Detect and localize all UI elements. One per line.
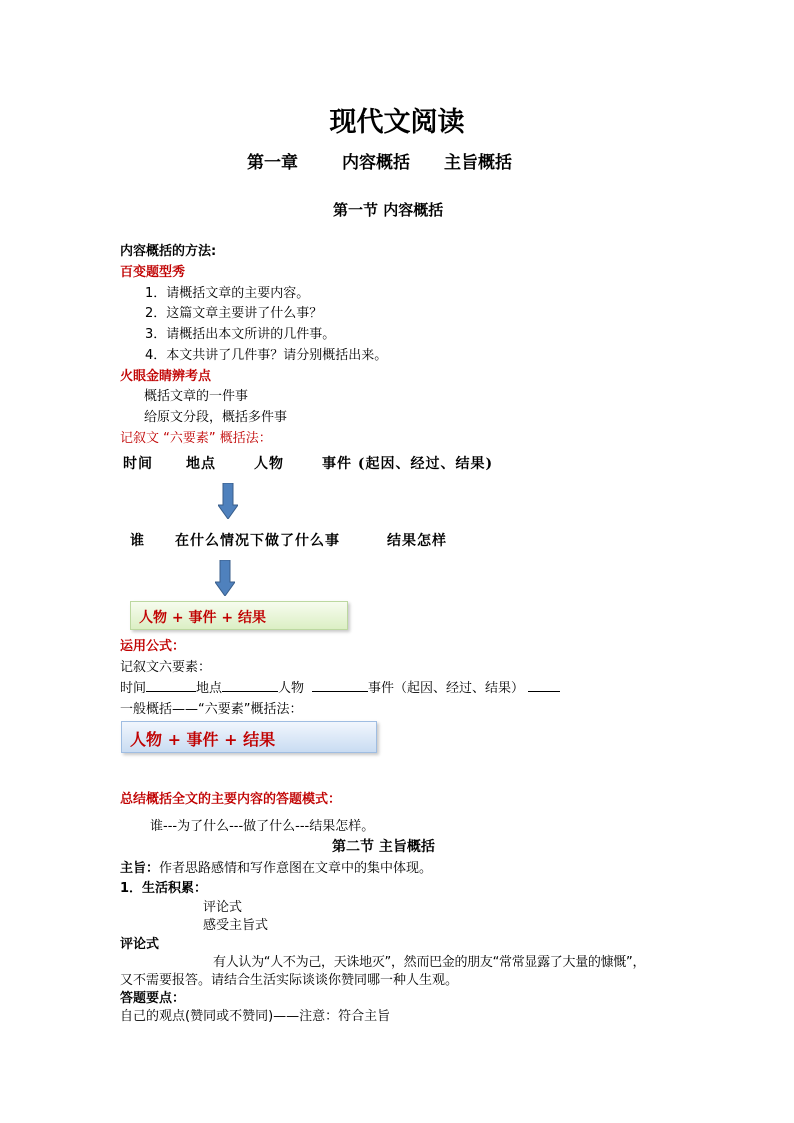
narrative-six-label: 记叙文六要素：: [120, 660, 212, 675]
formula-box-blue: [121, 721, 377, 753]
variant-item: 2．这篇文章主要讲了什么事？: [145, 306, 323, 321]
fill-time: 时间: [120, 681, 147, 696]
element-time: 时间: [123, 456, 153, 472]
answer-points-heading: 答题要点：: [120, 991, 186, 1006]
variant-item: 1．请概括文章的主要内容。: [145, 286, 310, 301]
chapter-topic-content: 内容概括: [342, 153, 410, 173]
down-arrow-icon: [215, 560, 235, 596]
apply-heading: 运用公式：: [120, 639, 186, 654]
variant-item: 4．本文共讲了几件事？请分别概括出来。: [145, 348, 388, 363]
methods-heading: 内容概括的方法:: [120, 244, 217, 259]
chapter-topic-theme: 主旨概括: [444, 153, 512, 173]
down-arrow-icon: [218, 483, 238, 519]
variants-heading: 百变题型秀: [120, 265, 186, 280]
element-what: 在什么情况下做了什么事: [175, 533, 340, 549]
exam-point-item: 概括文章的一件事: [144, 389, 249, 404]
element-result: 结果怎样: [387, 533, 447, 549]
element-event: 事件 (起因、经过、结果): [322, 456, 494, 472]
formula-box-green: [130, 601, 348, 630]
summary-mode-heading: 总结概括全文的主要内容的答题模式：: [120, 792, 342, 807]
comment-heading: 评论式: [120, 937, 160, 952]
variant-item: 3．请概括出本文所讲的几件事。: [145, 327, 336, 342]
fill-line: [120, 677, 560, 696]
formula-text: 人物 + 事件 + 结果: [130, 730, 276, 749]
exam-points-heading: 火眼金睛辨考点: [120, 369, 212, 384]
summary-mode-text: 谁---为了什么---做了什么---结果怎样。: [150, 819, 375, 834]
exam-point-item: 给原文分段，概括多件事: [144, 410, 288, 425]
element-who: 谁: [130, 533, 145, 549]
element-place: 地点: [186, 456, 216, 472]
comment-text-line-2: 又不需要报答。请结合生活实际谈谈你赞同哪一种人生观。: [120, 973, 459, 988]
life-item: 感受主旨式: [203, 918, 269, 933]
fill-event: 事件（起因、经过、结果）: [368, 681, 525, 696]
theme-definition: [120, 857, 432, 876]
life-heading: 1．生活积累：: [120, 881, 208, 896]
page-title: 现代文阅读: [329, 107, 465, 138]
life-item: 评论式: [203, 900, 243, 915]
answer-points-text: 自己的观点(赞同或不赞同)——注意：符合主旨: [120, 1009, 391, 1024]
general-summary-label: 一般概括——“六要素”概括法：: [120, 702, 303, 717]
chapter-number: 第一章: [247, 153, 298, 173]
section-1-title: 第一节 内容概括: [333, 201, 444, 219]
comment-text-line-1: 有人认为“人不为己，天诛地灭”，然而巴金的朋友“常常显露了大量的慷慨”，: [213, 955, 646, 970]
formula-text: 人物 + 事件 + 结果: [139, 610, 266, 626]
fill-person: 人物: [278, 681, 305, 696]
element-person: 人物: [254, 456, 284, 472]
theme-text: 作者思路感情和写作意图在文章中的集中体现。: [159, 861, 433, 876]
fill-place: 地点: [196, 681, 223, 696]
six-elements-heading: 记叙文 “六要素” 概括法：: [120, 431, 272, 446]
section-2-title: 第二节 主旨概括: [332, 839, 435, 855]
theme-label: 主旨：: [120, 861, 160, 876]
